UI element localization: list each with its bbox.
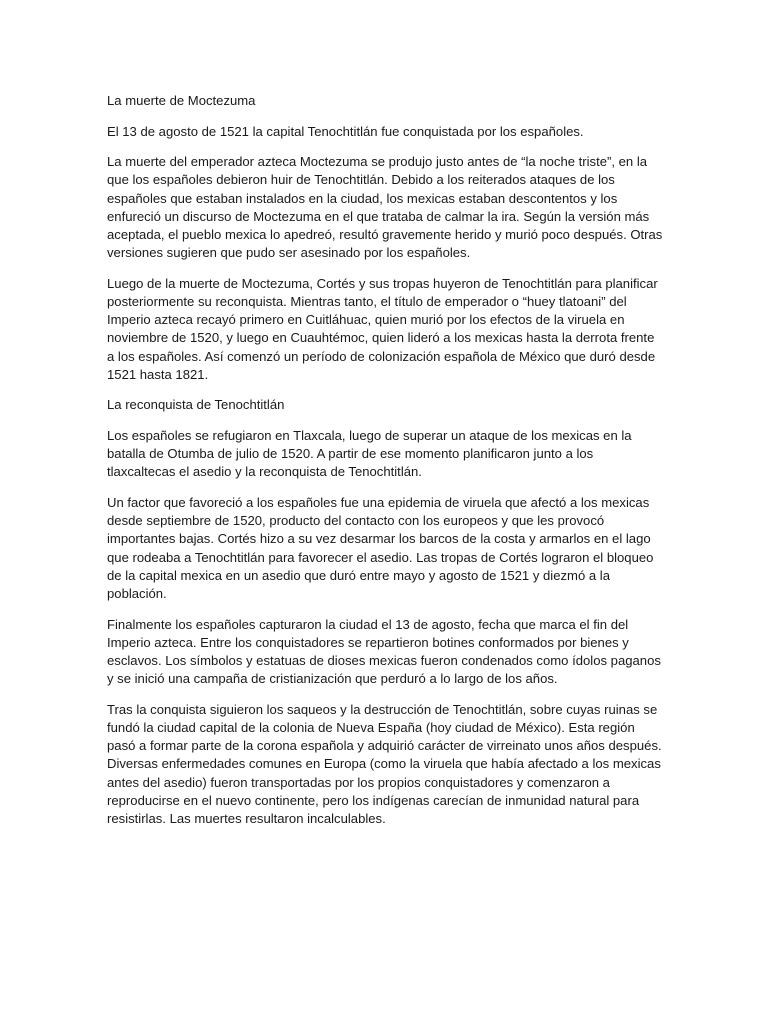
- paragraph: Luego de la muerte de Moctezuma, Cortés y sus tropas huyeron de Tenochtitlán para planificar posteriormente su reconquista. Mientras tanto, el título de emperador o “huey tlatoani” del Imperio azteca recayó primero en Cuitláhuac, quien murió por los efectos de la viruela en noviembre de 1520, y luego en Cuauhtémoc, quien lideró a los mexicas hasta la derrota frente a los españoles. Así comenzó un período de colonización española de México que duró desde 1521 hasta 1821.: [107, 275, 658, 382]
- paragraph: Finalmente los españoles capturaron la ciudad el 13 de agosto, fecha que marca el fin del Imperio azteca. Entre los conquistadores se repartieron botines conformados por bienes y esclavos. Los símbolos y estatuas de dioses mexicas fueron condenados como ídolos paganos y se inició una campaña de cristianización que perduró a lo largo de los años.: [107, 616, 661, 687]
- section-heading: La reconquista de Tenochtitlán: [107, 397, 285, 413]
- paragraph: Los españoles se refugiaron en Tlaxcala, luego de superar un ataque de los mexicas en la batalla de Otumba de julio de 1520. A partir de ese momento planificaron junto a los tlaxcaltecas el asedio y la reconquista de Tenochtitlán.: [107, 428, 632, 480]
- document-body: [107, 92, 663, 841]
- paragraph: El 13 de agosto de 1521 la capital Tenochtitlán fue conquistada por los españoles.: [107, 123, 584, 139]
- paragraph: La muerte del emperador azteca Moctezuma se produjo justo antes de “la noche triste”, en la que los españoles debieron huir de Tenochtitlán. Debido a los reiterados ataques de los españoles que estaban instalados en la ciudad, los mexicas estaban descontentos y los enfureció un discurso de Moctezuma en el que trataba de calmar la ira. Según la versión más aceptada, el pueblo mexica lo apedreó, resultó gravemente herido y murió poco después. Otras versiones sugieren que pudo ser asesinado por los españoles.: [107, 154, 663, 261]
- paragraph: Tras la conquista siguieron los saqueos y la destrucción de Tenochtitlán, sobre cuyas ruinas se fundó la ciudad capital de la colonia de Nueva España (hoy ciudad de México). Esta región pasó a formar parte de la corona española y adquirió carácter de virreinato unos años después. Diversas enfermedades comunes en Europa (como la viruela que había afectado a los mexicas antes del asedio) fueron transportadas por los propios conquistadores y comenzaron a reproducirse en el nuevo continente, pero los indígenas carecían de inmunidad natural para resistirlas. Las muertes resultaron incalculables.: [107, 701, 662, 827]
- paragraph: Un factor que favoreció a los españoles fue una epidemia de viruela que afectó a los mexicas desde septiembre de 1520, producto del contacto con los europeos y que les provocó importantes bajas. Cortés hizo a su vez desarmar los barcos de la costa y armarlos en el lago que rodeaba a Tenochtitlán para favorecer el asedio. Las tropas de Cortés lograron el bloqueo de la capital mexica en un asedio que duró entre mayo y agosto de 1521 y diezmó a la población.: [107, 495, 654, 602]
- document-title: La muerte de Moctezuma: [107, 93, 256, 108]
